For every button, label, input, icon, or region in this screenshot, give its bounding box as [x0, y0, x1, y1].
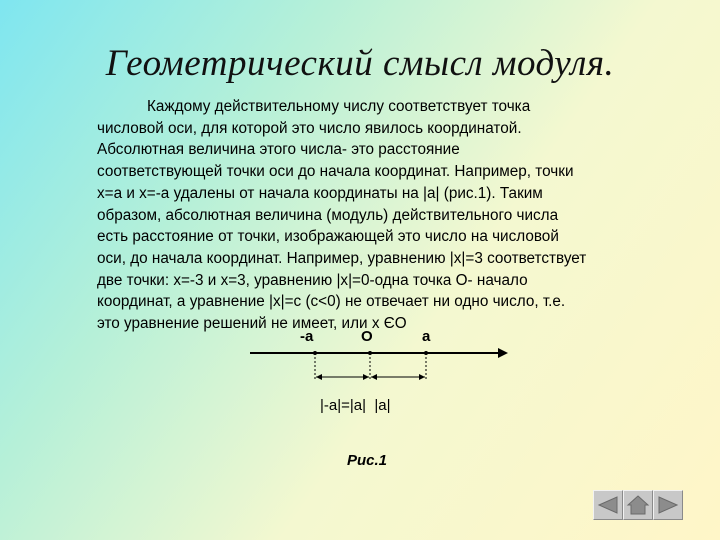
body-line	[97, 96, 687, 118]
number-line-diagram	[250, 345, 510, 395]
body-line: оси, до начала координат. Например, уравнению |x|=3 соответствует	[97, 249, 587, 267]
slide-title: Геометрический смысл модуля.	[105, 43, 615, 84]
body-line: это уравнение решений не имеет, или x ЄO	[97, 315, 407, 333]
body-line: есть расстояние от точки, изображающей это число на числовой	[97, 228, 559, 246]
body-text	[97, 96, 687, 335]
forward-button[interactable]	[653, 490, 683, 520]
label-origin: O	[361, 328, 373, 345]
back-button[interactable]	[593, 490, 623, 520]
point-a	[424, 351, 428, 355]
distance-equation: |-a|=|a| |a|	[320, 397, 391, 414]
arrow-left-tail	[363, 374, 369, 380]
right-arrow-icon	[657, 496, 679, 514]
body-line: две точки: x=-3 и x=3, уравнению |x|=0-одна точка О- начало	[97, 271, 528, 289]
figure-caption: Рис.1	[347, 452, 388, 469]
arrow-left-head	[316, 374, 322, 380]
label-minus-a: -a	[300, 328, 314, 345]
home-button[interactable]	[623, 490, 653, 520]
body-line: координат, а уравнение |x|=c (c<0) не отвечает ни одно число, т.е.	[97, 293, 566, 311]
slide-navigation	[593, 490, 684, 520]
body-line: Абсолютная величина этого числа- это расстояние	[97, 141, 460, 159]
arrow-right-tail	[419, 374, 425, 380]
label-a: a	[422, 328, 431, 345]
left-arrow-icon	[597, 496, 619, 514]
point-minus-a	[313, 351, 317, 355]
body-line-text: Каждому действительному числу соответствует точка	[147, 98, 531, 115]
body-line: соответствующей точки оси до начала координат. Например, точки	[97, 163, 574, 181]
body-line: числовой оси, для которой это число явилось координатой.	[97, 119, 522, 137]
arrow-right-head	[371, 374, 377, 380]
axis-arrow-icon	[498, 348, 508, 358]
body-line: образом, абсолютная величина (модуль) действительного числа	[97, 206, 559, 224]
body-line: x=a и x=-a удалены от начала координаты на |a| (рис.1). Таким	[97, 184, 543, 202]
home-icon	[626, 494, 650, 516]
point-origin	[368, 351, 372, 355]
